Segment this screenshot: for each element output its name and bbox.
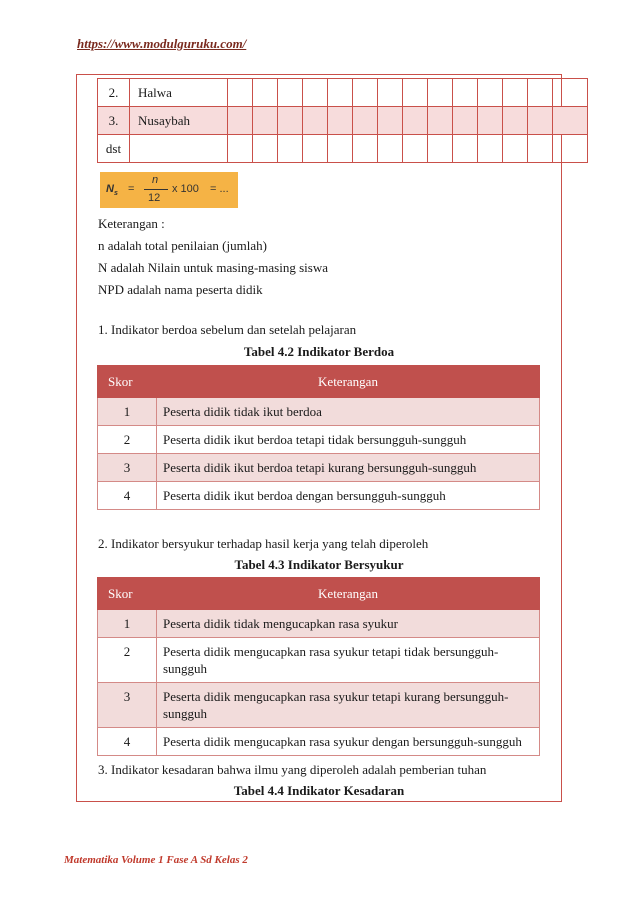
header-skor: Skor [98, 578, 157, 610]
table-row [98, 610, 540, 638]
table-row [98, 454, 540, 482]
row-number: 3. [98, 107, 130, 135]
keterangan-cell: Peserta didik ikut berdoa tetapi tidak bersungguh-sungguh [157, 426, 540, 454]
indikator-berdoa-table [97, 365, 540, 510]
table-row [98, 683, 540, 728]
keterangan-cell: Peserta didik mengucapkan rasa syukur dengan bersungguh-sungguh [157, 728, 540, 756]
fraction-bar [144, 189, 168, 190]
section1-caption: Tabel 4.2 Indikator Berdoa [243, 344, 395, 359]
section3-caption: Tabel 4.4 Indikator Kesadaran [233, 783, 405, 798]
keterangan-cell: Peserta didik mengucapkan rasa syukur tetapi kurang bersungguh-sungguh [157, 683, 540, 728]
keterangan-line: NPD adalah nama peserta didik [98, 282, 263, 297]
skor-cell: 4 [98, 482, 157, 510]
row-number: dst [98, 135, 130, 163]
formula-result: = ... [210, 183, 229, 195]
keterangan-cell: Peserta didik tidak mengucapkan rasa syukur [157, 610, 540, 638]
table-row [98, 107, 588, 135]
keterangan-cell: Peserta didik ikut berdoa tetapi kurang bersungguh-sungguh [157, 454, 540, 482]
skor-cell: 2 [98, 638, 157, 683]
section2-intro: 2. Indikator bersyukur terhadap hasil kerja yang telah diperoleh [98, 536, 429, 551]
footer-title: Matematika Volume 1 Fase A Sd Kelas 2 [64, 854, 248, 866]
section1-intro: 1. Indikator berdoa sebelum dan setelah pelajaran [98, 322, 357, 337]
table-row [98, 482, 540, 510]
student-name: Nusaybah [130, 107, 228, 135]
formula-ns: $N_s$ [106, 183, 118, 198]
header-skor: Skor [98, 366, 157, 398]
formula-numerator: n [152, 174, 159, 186]
keterangan-cell: Peserta didik ikut berdoa dengan bersungguh-sungguh [157, 482, 540, 510]
table-row [98, 79, 588, 107]
header-keterangan: Keterangan [157, 578, 540, 610]
student-name: Halwa [130, 79, 228, 107]
skor-cell: 4 [98, 728, 157, 756]
skor-cell: 1 [98, 398, 157, 426]
table-row [98, 728, 540, 756]
skor-cell: 3 [98, 683, 157, 728]
keterangan-line: N adalah Nilain untuk masing-masing siswa [98, 260, 328, 275]
skor-cell: 2 [98, 426, 157, 454]
skor-cell: 3 [98, 454, 157, 482]
section2-caption: Tabel 4.3 Indikator Bersyukur [234, 557, 404, 572]
keterangan-line: n adalah total penilaian (jumlah) [98, 238, 267, 253]
table-row [98, 638, 540, 683]
skor-cell: 1 [98, 610, 157, 638]
table-row [98, 135, 588, 163]
formula-times: x 100 [172, 183, 199, 195]
indikator-bersyukur-table [97, 577, 540, 756]
header-keterangan: Keterangan [157, 366, 540, 398]
score-grid-table [97, 78, 588, 163]
formula-denominator: 12 [148, 192, 161, 204]
keterangan-cell: Peserta didik tidak ikut berdoa [157, 398, 540, 426]
header-url-link[interactable]: https://www.modulguruku.com/ [77, 36, 247, 51]
formula-equals: = [128, 183, 135, 195]
row-number: 2. [98, 79, 130, 107]
keterangan-cell: Peserta didik mengucapkan rasa syukur tetapi tidak bersungguh-sungguh [157, 638, 540, 683]
table-row [98, 426, 540, 454]
student-name [130, 135, 228, 163]
keterangan-title: Keterangan : [98, 216, 165, 231]
table-row [98, 398, 540, 426]
section3-intro: 3. Indikator kesadaran bahwa ilmu yang diperoleh adalah pemberian tuhan [98, 762, 487, 777]
score-formula [100, 172, 238, 208]
